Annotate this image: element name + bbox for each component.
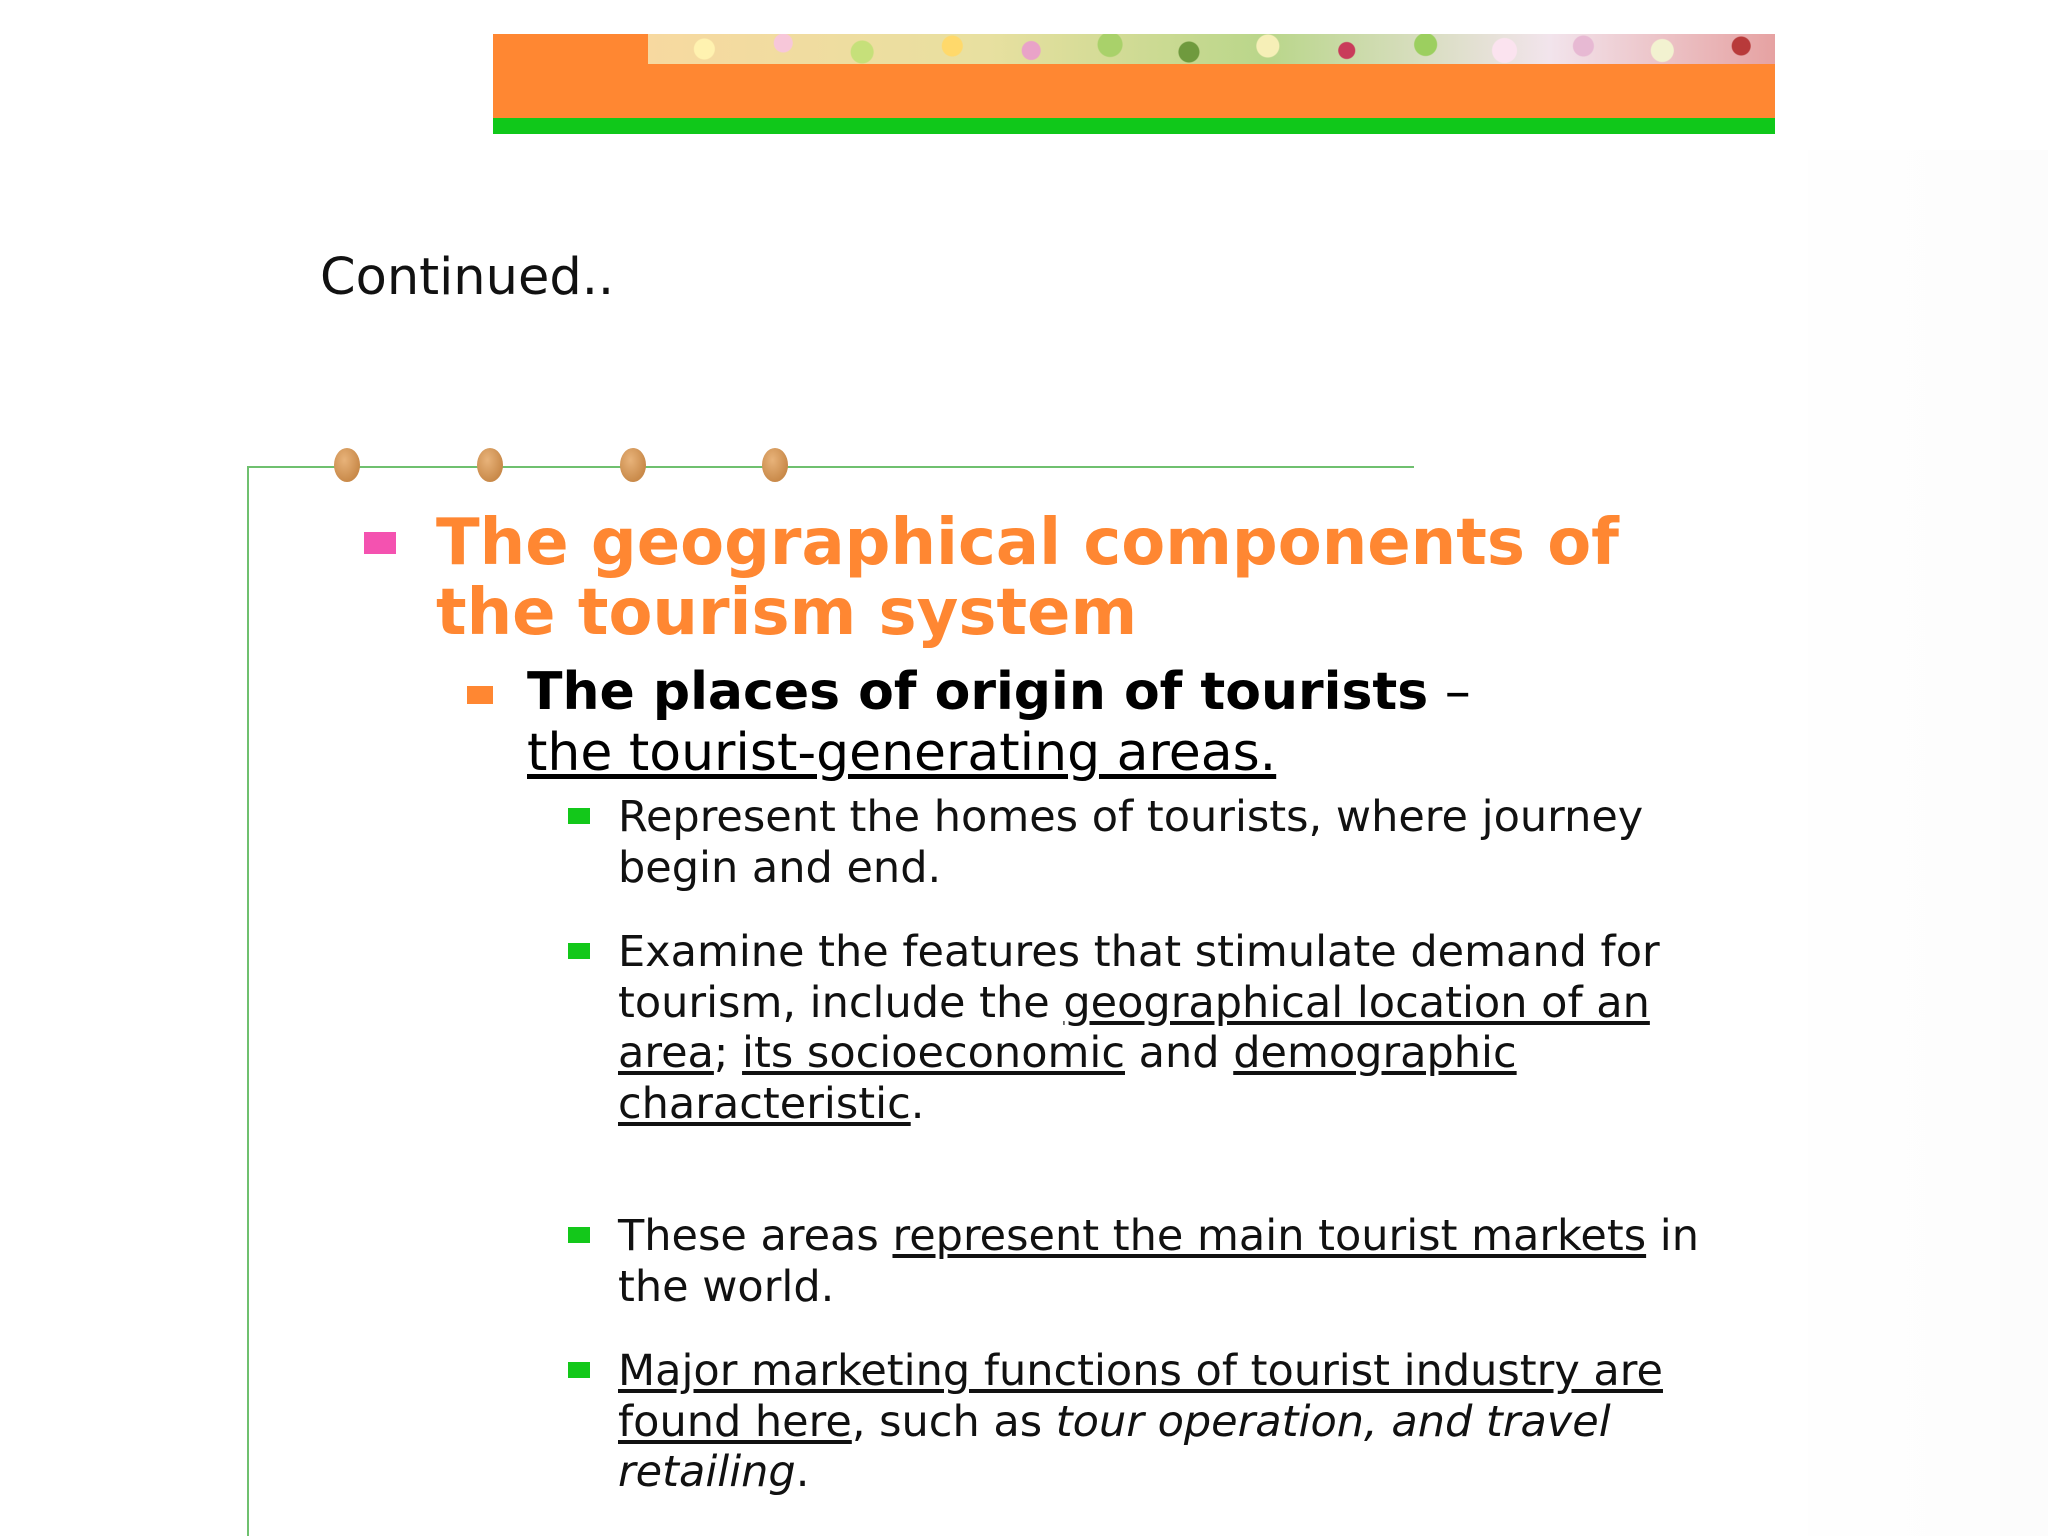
header-banner [493, 34, 1775, 134]
bullet-level3-icon [568, 808, 590, 824]
item-text: . [795, 1447, 810, 1497]
item-text: and [1124, 1028, 1234, 1078]
item-text: Represent the homes of tourists, where journey begin and end. [618, 792, 1644, 893]
frame-dot [334, 448, 360, 482]
item-text: These areas [618, 1211, 893, 1261]
frame-dot [477, 448, 503, 482]
item-text: ; [713, 1028, 743, 1078]
list-item [618, 927, 1738, 1129]
frame-left-line [247, 466, 249, 1536]
right-shade [1760, 150, 2048, 1536]
underlined-text: represent the main tourist markets [892, 1211, 1647, 1261]
underlined-text: its socioeconomic [742, 1028, 1125, 1078]
bullet-level3-icon [568, 1362, 590, 1378]
subheading-bold: The places of origin of tourists [527, 662, 1429, 722]
bullet-level3-icon [568, 943, 590, 959]
subheading-dash: – [1428, 662, 1471, 722]
underlined-text: demographic characteristic [618, 1028, 1517, 1129]
italic-text: tour operation, and travel retailing [618, 1396, 1611, 1497]
bullet-level2-icon [467, 686, 493, 704]
underlined-text: geographical location of an area [618, 977, 1650, 1078]
underlined-text: Major marketing functions of tourist industry are found here [618, 1346, 1663, 1447]
list-item [618, 792, 1738, 893]
banner-green-stripe [493, 118, 1775, 134]
slide-subtitle: Continued.. [320, 248, 615, 307]
subheading-underlined: the tourist-generating areas. [527, 723, 1277, 783]
item-text: in the world. [618, 1211, 1699, 1312]
bullet-level1-icon [364, 532, 396, 554]
frame-dot [620, 448, 646, 482]
item-text: . [910, 1078, 925, 1129]
list-item [618, 1346, 1738, 1498]
banner-flower-image [648, 34, 1775, 64]
list-item [618, 1211, 1738, 1312]
item-text: Examine the features that stimulate demand for tourism, include the [618, 927, 1660, 1028]
bullet-level3-icon [568, 1227, 590, 1243]
frame-dot [762, 448, 788, 482]
item-text: , such as [851, 1396, 1056, 1447]
subheading [527, 662, 1727, 784]
slide-heading: The geographical components of the tourism system [436, 506, 1619, 650]
frame-top-line [247, 466, 1414, 468]
